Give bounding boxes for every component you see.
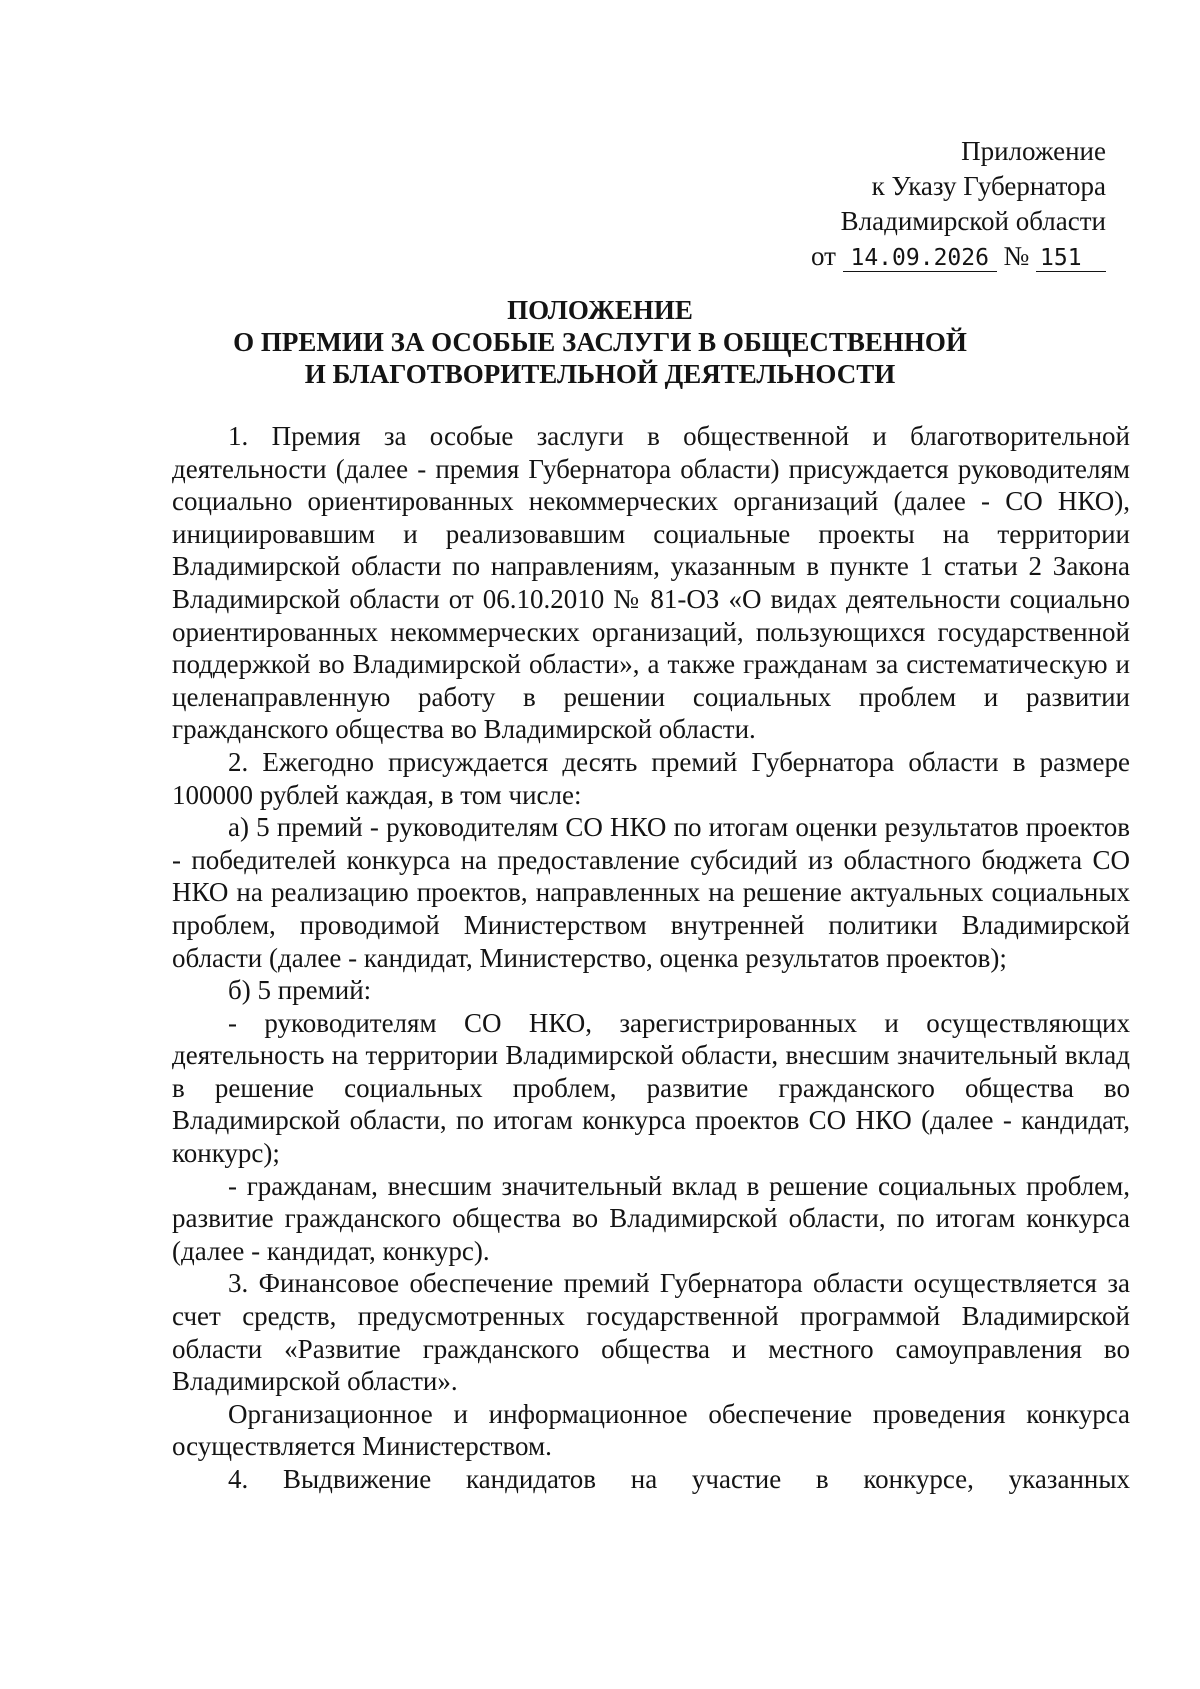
title-line-2: О ПРЕМИИ ЗА ОСОБЫЕ ЗАСЛУГИ В ОБЩЕСТВЕННОЙ — [233, 327, 967, 357]
appendix-date-line — [811, 239, 1106, 274]
title-line-1: ПОЛОЖЕНИЕ — [507, 295, 693, 325]
date-prefix: от — [811, 241, 836, 271]
paragraph-2: 2. Ежегодно присуждается десять премий Губернатора области в размере 100000 рублей каждая, в том числе: — [172, 746, 1130, 810]
number-sign: № — [1003, 241, 1030, 271]
paragraph-3-continued: Организационное и информационное обеспечение проведения конкурса осуществляется Министерством. — [172, 1398, 1130, 1462]
decree-date: 14.09.2026 — [843, 245, 997, 272]
paragraph-2b-item-2: - гражданам, внесшим значительный вклад в решение социальных проблем, развитие гражданского общества во Владимирской области, по итогам конкурса (далее - кандидат, конкурс). — [172, 1170, 1130, 1266]
document-title — [160, 294, 1040, 390]
title-line-3: И БЛАГОТВОРИТЕЛЬНОЙ ДЕЯТЕЛЬНОСТИ — [304, 359, 896, 389]
paragraph-1: 1. Премия за особые заслуги в общественной и благотворительной деятельности (далее - премия Губернатора области) присуждается руководителям социально ориентированных некоммерческих организаций (далее - СО НКО), инициировавшим и реализовавшим социальные проекты на территории Владимирской области по направлениям, указанным в пункте 1 статьи 2 Закона Владимирской области от 06.10.2010 № 81-ОЗ «О видах деятельности социально ориентированных некоммерческих организаций, пользующихся государственной поддержкой во Владимирской области», а также гражданам за систематическую и целенаправленную работу в решении социальных проблем и развитии гражданского общества во Владимирской области. — [172, 421, 1130, 745]
appendix-line-1: Приложение — [961, 136, 1106, 166]
decree-number: 151 — [1036, 245, 1106, 272]
paragraph-2b: б) 5 премий: — [228, 975, 372, 1006]
appendix-header — [811, 134, 1106, 274]
appendix-line-3: Владимирской области — [840, 206, 1106, 236]
paragraph-2a: а) 5 премий - руководителям СО НКО по итогам оценки результатов проектов - победителей конкурса на предоставление субсидий из областного бюджета СО НКО на реализацию проектов, направленных на решение актуальных социальных проблем, проводимой Министерством внутренней политики Владимирской области (далее - кандидат, Министерство, оценка результатов проектов); — [172, 812, 1130, 973]
paragraph-2b-item-1: - руководителям СО НКО, зарегистрированных и осуществляющих деятельность на территории Владимирской области, внесшим значительный вклад в решение социальных проблем, развитие гражданского общества во Владимирской области, по итогам конкурса проектов СО НКО (далее - кандидат, конкурс); — [172, 1007, 1130, 1169]
paragraph-4: 4. Выдвижение кандидатов на участие в конкурсе, указанных — [228, 1464, 1130, 1494]
appendix-line-2: к Указу Губернатора — [871, 171, 1106, 201]
document-body — [172, 420, 1130, 1496]
paragraph-3: 3. Финансовое обеспечение премий Губернатора области осуществляется за счет средств, предусмотренных государственной программой Владимирской области «Развитие гражданского общества и местного самоуправления во Владимирской области». — [172, 1268, 1130, 1397]
